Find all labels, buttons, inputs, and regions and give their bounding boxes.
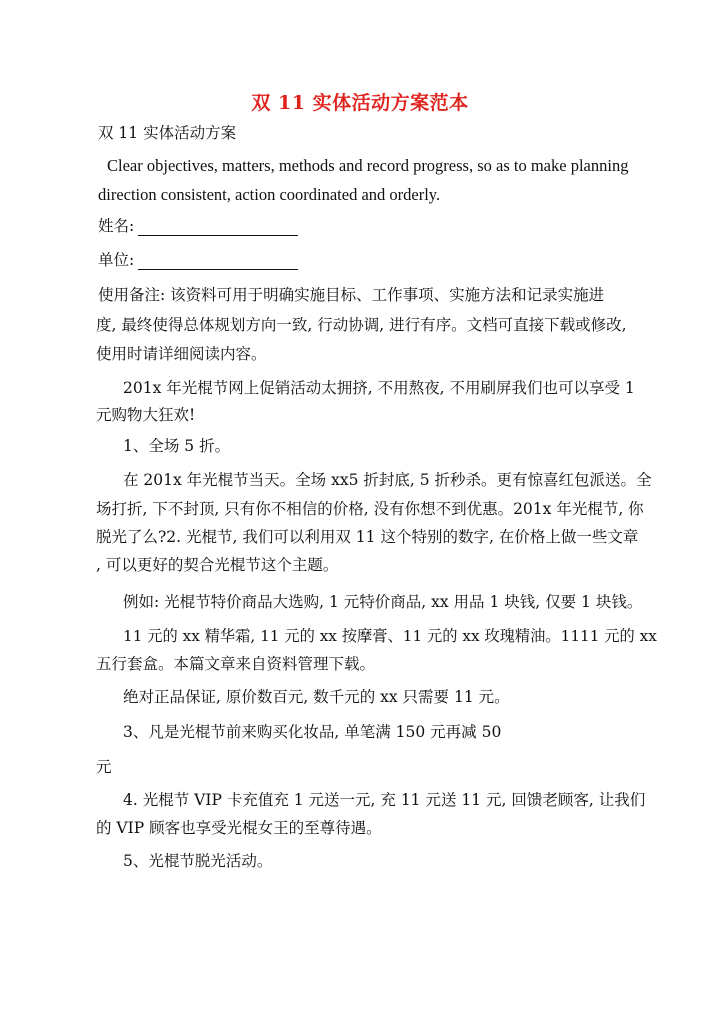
unit-field-row	[98, 250, 298, 270]
name-label: 姓名:	[98, 217, 135, 235]
item-4-line-2: 的 VIP 顾客也享受光棍女王的至尊待遇。	[96, 819, 382, 837]
detail-line-3: 脱光了么?2. 光棍节, 我们可以利用双 11 这个特别的数字, 在价格上做一些文章	[96, 528, 639, 546]
products-line-1: 11 元的 xx 精华霜, 11 元的 xx 按摩膏、11 元的 xx 玫瑰精油。1111 元的 xx	[123, 627, 657, 645]
note-line-2: 度, 最终使得总体规划方向一致, 行动协调, 进行有序。文档可直接下载或修改,	[96, 316, 627, 334]
intro-line-2: 元购物大狂欢!	[96, 406, 196, 424]
note-line-1: 使用备注: 该资料可用于明确实施目标、工作事项、实施方法和记录实施进	[98, 286, 605, 304]
english-line-1: Clear objectives, matters, methods and record progress, so as to make planning	[107, 156, 629, 175]
detail-line-4: , 可以更好的契合光棍节这个主题。	[96, 556, 339, 574]
item-4-line-1: 4. 光棍节 VIP 卡充值充 1 元送一元, 充 11 元送 11 元, 回馈老顾客, 让我们	[123, 791, 646, 809]
example-line: 例如: 光棍节特价商品大选购, 1 元特价商品, xx 用品 1 块钱, 仅要 1 块钱。	[123, 593, 643, 611]
item-5: 5、光棍节脱光活动。	[123, 852, 273, 870]
detail-line-2: 场打折, 下不封顶, 只有你不相信的价格, 没有你想不到优惠。201x 年光棍节, 你	[96, 500, 644, 518]
document-title: 双 11 实体活动方案范本	[251, 92, 469, 114]
intro-line-1: 201x 年光棍节网上促销活动太拥挤, 不用熬夜, 不用刷屏我们也可以享受 1	[123, 379, 635, 397]
item-1: 1、全场 5 折。	[123, 437, 231, 455]
unit-label: 单位:	[98, 251, 135, 269]
name-blank-line	[138, 219, 298, 236]
english-line-2: direction consistent, action coordinated and orderly.	[98, 185, 441, 204]
item-3-line-1: 3、凡是光棍节前来购买化妆品, 单笔满 150 元再减 50	[123, 723, 502, 741]
products-line-2: 五行套盒。本篇文章来自资料管理下载。	[96, 655, 376, 673]
detail-line-1: 在 201x 年光棍节当天。全场 xx5 折封底, 5 折秒杀。更有惊喜红包派送。全	[123, 471, 652, 489]
note-line-3: 使用时请详细阅读内容。	[96, 345, 267, 363]
name-field-row	[98, 216, 298, 236]
item-3-line-2: 元	[96, 758, 112, 776]
unit-blank-line	[138, 253, 298, 270]
document-subtitle: 双 11 实体活动方案	[98, 124, 237, 142]
guarantee-line: 绝对正品保证, 原价数百元, 数千元的 xx 只需要 11 元。	[123, 688, 510, 706]
